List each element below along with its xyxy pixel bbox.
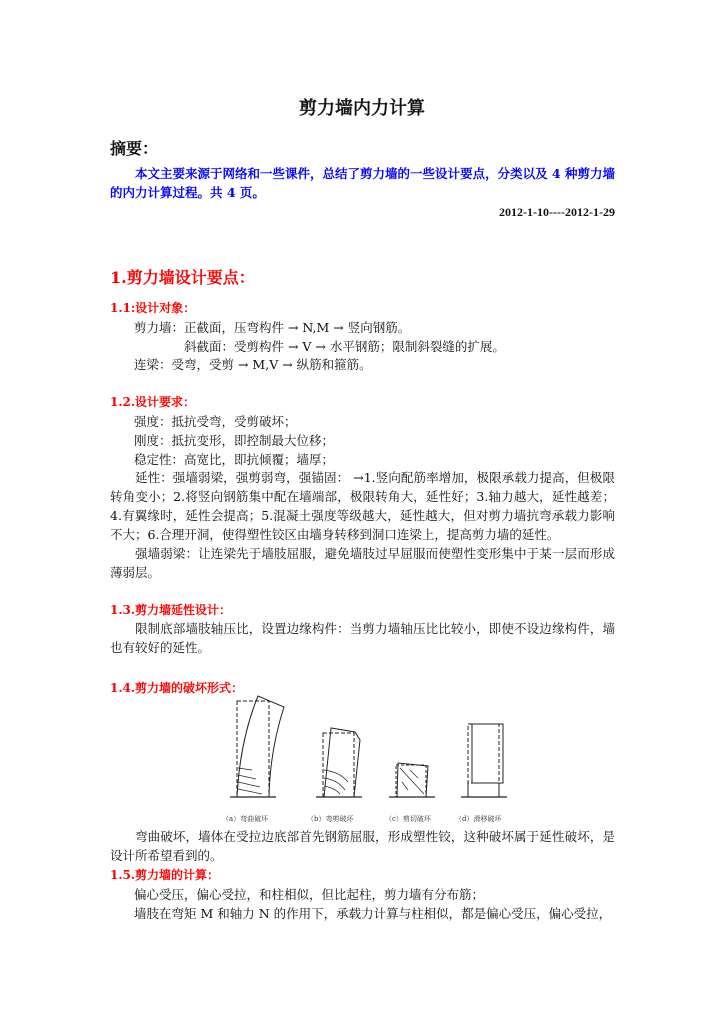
bending-failure-diagram (230, 696, 284, 797)
shear-failure-diagram (389, 763, 435, 797)
section-1-heading: 1.剪力墙设计要点： (110, 268, 255, 287)
abstract-heading: 摘要： (110, 139, 159, 158)
text-line: 稳定性：高宽比，即抗倾覆；墙厚； (134, 452, 335, 467)
section-1-3-heading: 1.3.剪力墙延性设计： (110, 603, 232, 617)
section-1-2-heading: 1.2.设计要求： (110, 395, 196, 409)
document-title: 剪力墙内力计算 (299, 98, 425, 119)
bending-failure-paragraph: 弯曲破坏，墙体在受拉边底部首先钢筋屈服，形成塑性铰，这种破坏属于延性破坏，是设计所希望看到的。 (110, 829, 615, 863)
section-1-1-heading: 1.1:设计对象： (110, 301, 196, 315)
abstract-text: 本文主要来源于网络和一些课件，总结了剪力墙的一些设计要点，分类以及 4 种剪力墙的内力计算过程。共 4 页。 (110, 166, 615, 200)
figure-caption-c: （c）剪切破坏 (385, 815, 431, 823)
date-range: 2012-1-10----2012-1-29 (499, 205, 615, 219)
figure-caption-d: （d）滑移破坏 (455, 815, 502, 823)
section-1-4-heading: 1.4.剪力墙的破坏形式： (110, 681, 244, 695)
figure-caption-b: （b）弯剪破坏 (307, 815, 354, 823)
text-line: 刚度：抵抗变形，即控制最大位移； (134, 433, 335, 448)
strong-wall-paragraph: 强墙弱梁：让连梁先于墙肢屈服，避免墙肢过早屈服而使塑性变形集中于某一层而形成薄弱层。 (110, 546, 615, 580)
text-line: 墙肢在弯矩 M 和轴力 N 的作用下，承载力计算与柱相似，都是偏心受压，偏心受拉， (134, 906, 612, 921)
bending-shear-failure-diagram (316, 728, 362, 797)
ductility-design-paragraph: 限制底部墙肢轴压比，设置边缘构件：当剪力墙轴压比比较小，即使不设边缘构件，墙也有较好的延性。 (110, 621, 615, 655)
text-line: 剪力墙：正截面，压弯构件 → N,M → 竖向钢筋。 (134, 320, 411, 335)
text-line: 强度：抵抗受弯，受剪破坏； (134, 414, 297, 429)
failure-modes-figure (200, 690, 530, 810)
text-line: 连梁：受弯，受剪 → M,V → 纵筋和箍筋。 (134, 357, 372, 372)
ductility-paragraph: 延性：强墙弱梁，强剪弱弯，强锚固： →1.竖向配筋率增加，极限承载力提高，但极限转角变小；2.将竖向钢筋集中配在墙端部，极限转角大，延性好；3.轴力越大，延性越差；4.有翼缘时，延性会提高；5.混凝土强度等级越大，延性越大，但对剪力墙抗弯承载力影响不大；6.合理开洞，使得塑性铰区由墙身转移到洞口连梁上，提高剪力墙的延性。 (110, 470, 615, 542)
sliding-failure-diagram (461, 724, 507, 797)
text-line: 斜截面：受剪构件 → V → 水平钢筋；限制斜裂缝的扩展。 (184, 339, 505, 354)
figure-caption-a: （a）弯曲破坏 (222, 815, 269, 823)
text-line: 偏心受压，偏心受拉，和柱相似，但比起柱，剪力墙有分布筋； (134, 887, 485, 902)
section-1-5-heading: 1.5.剪力墙的计算： (110, 868, 220, 882)
